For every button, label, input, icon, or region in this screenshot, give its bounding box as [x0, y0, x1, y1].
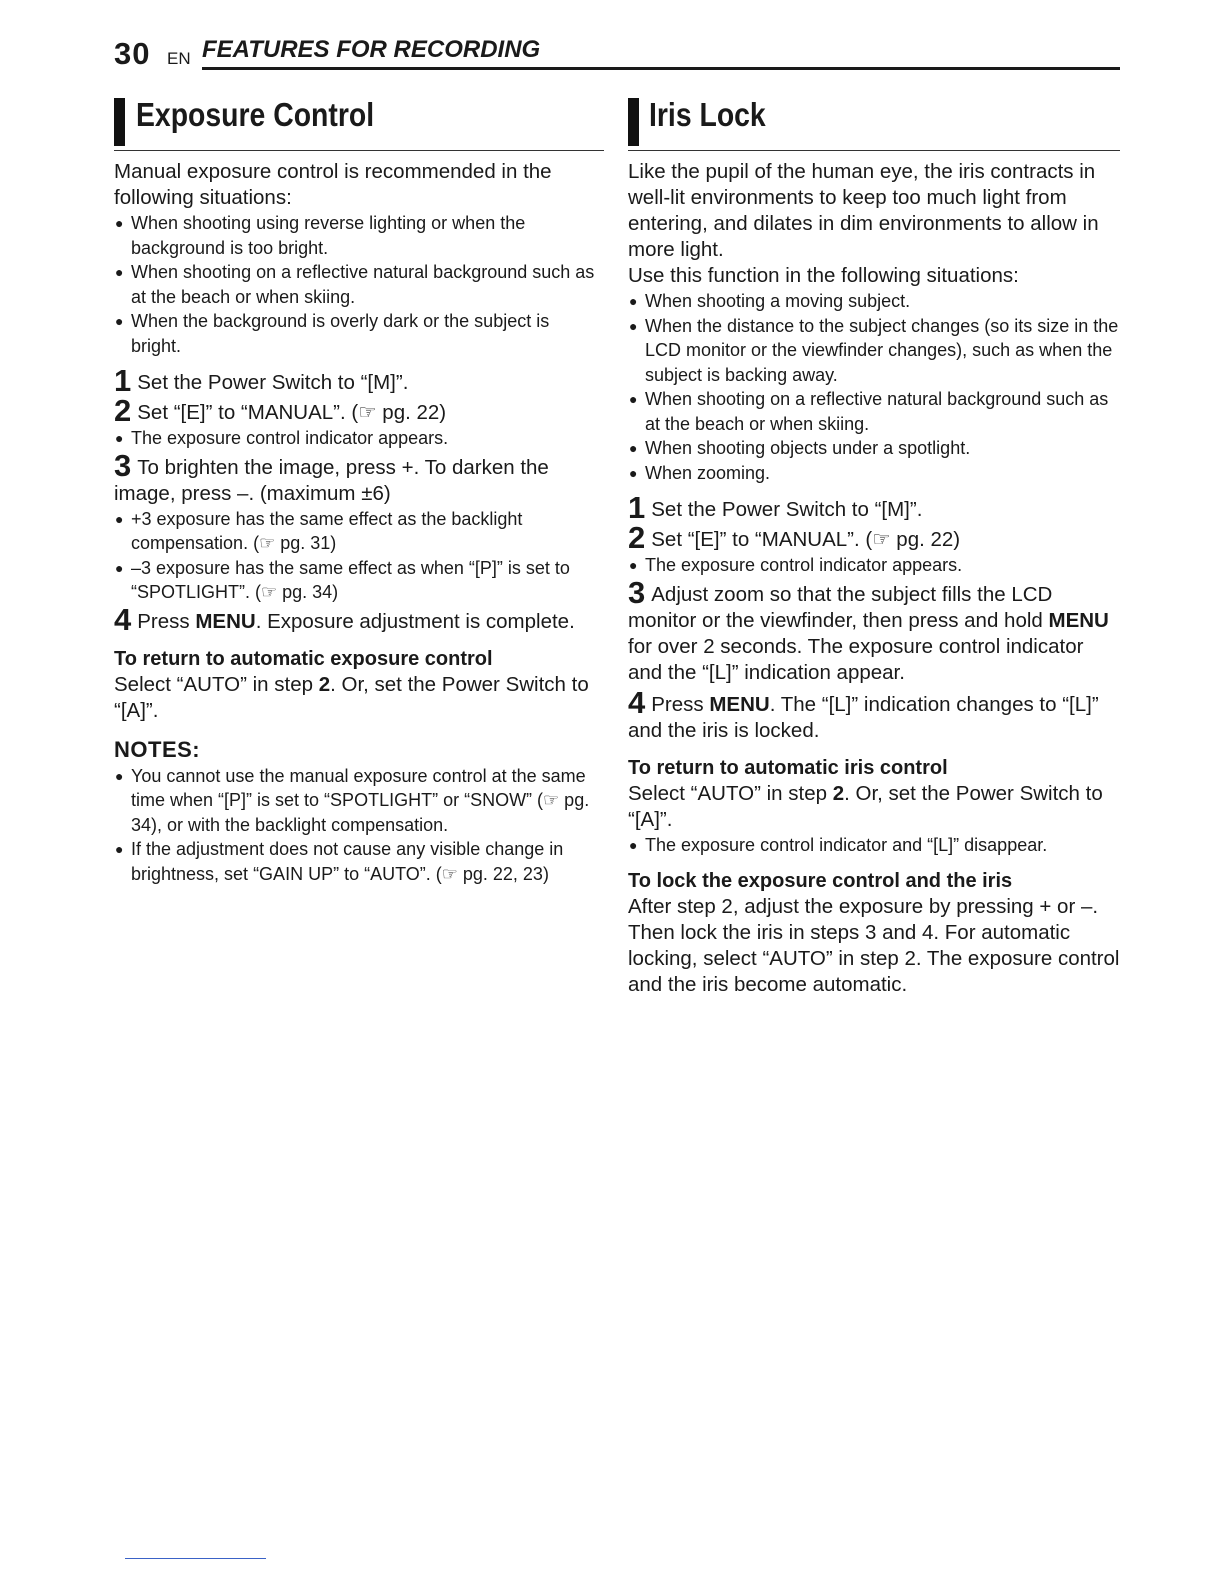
- iris-lock-heading: [628, 92, 1120, 151]
- exposure-control-heading: [114, 92, 604, 151]
- return-auto-exposure-heading: To return to automatic exposure control: [114, 647, 493, 670]
- list-item: ● When shooting a moving subject.: [629, 291, 911, 311]
- iris-step-3: 3 Adjust zoom so that the subject fills the LCD monitor or the viewfinder, then press and hold MENU for over 2 seconds. The exposure control indicator and the “[L]” indication appear.: [628, 574, 1109, 684]
- iris-step-2: 2 Set “[E]” to “MANUAL”. (☞ pg. 22): [628, 520, 961, 555]
- exposure-step-2-notes: [114, 426, 604, 451]
- exposure-step-1: 1 Set the Power Switch to “[M]”.: [114, 363, 409, 398]
- exposure-intro: Manual exposure control is recommended in the following situations:: [114, 160, 552, 209]
- footer-line: [125, 1558, 266, 1559]
- list-item: ● If the adjustment does not cause any visible change in brightness, set “GAIN UP” to “AUTO”. (☞ pg. 22, 23): [115, 839, 564, 884]
- section-title: FEATURES FOR RECORDING: [202, 36, 541, 63]
- header-rule: [202, 67, 1120, 70]
- list-item: ● –3 exposure has the same effect as when “[P]” is set to “SPOTLIGHT”. (☞ pg. 34): [115, 557, 570, 602]
- iris-intro: Like the pupil of the human eye, the iris contracts in well-lit environments to keep too much light from entering, and dilates in dim environments to allow in more light.: [628, 160, 1099, 261]
- page-header: [114, 36, 1120, 70]
- exposure-step-3-notes: [114, 507, 604, 605]
- exposure-control-column: [114, 92, 604, 886]
- list-item: ● When the distance to the subject changes (so its size in the LCD monitor or the viewfinder changes), such as when the subject is backing away.: [629, 315, 1119, 385]
- exposure-step-2: 2 Set “[E]” to “MANUAL”. (☞ pg. 22): [114, 393, 447, 428]
- return-auto-iris-text: Select “AUTO” in step 2. Or, set the Power Switch to “[A]”.: [628, 781, 1103, 831]
- return-auto-exposure-text: Select “AUTO” in step 2. Or, set the Power Switch to “[A]”.: [114, 672, 589, 722]
- list-item: ● +3 exposure has the same effect as the backlight compensation. (☞ pg. 31): [115, 508, 523, 553]
- list-item: ● You cannot use the manual exposure control at the same time when “[P]” is set to “SPOTLIGHT” or “SNOW” (☞ pg. 34), or with the backlight compensation.: [115, 765, 590, 835]
- list-item: ● When shooting on a reflective natural background such as at the beach or when skiing.: [115, 262, 595, 307]
- iris-use-line: Use this function in the following situations:: [628, 264, 1019, 287]
- lock-exposure-iris-heading: To lock the exposure control and the iris: [628, 870, 1013, 892]
- iris-situations-list: [628, 289, 1120, 485]
- list-item: ● The exposure control indicator and “[L]” disappear.: [629, 834, 1048, 855]
- list-item: ● The exposure control indicator appears.: [115, 428, 449, 448]
- iris-step-4: 4 Press MENU. The “[L]” indication changes to “[L]” and the iris is locked.: [628, 684, 1099, 742]
- list-item: ● When zooming.: [629, 462, 771, 483]
- iris-step-2-notes: [628, 553, 1120, 578]
- list-item: ● When shooting using reverse lighting or when the background is too bright.: [115, 213, 526, 258]
- list-item: ● The exposure control indicator appears.: [629, 555, 963, 575]
- list-item: ● When shooting objects under a spotlight.: [629, 438, 971, 458]
- lock-exposure-iris-text: After step 2, adjust the exposure by pressing + or –. Then lock the iris in steps 3 and 4. For automatic locking, select “AUTO” in step 2. The exposure control and the iris become automatic.: [628, 895, 1120, 996]
- return-auto-iris-heading: To return to automatic iris control: [628, 756, 948, 779]
- exposure-step-4: 4 Press MENU. Exposure adjustment is complete.: [114, 601, 575, 637]
- exposure-situations-list: [114, 211, 604, 358]
- exposure-step-3: 3 To brighten the image, press +. To darken the image, press –. (maximum ±6): [114, 447, 549, 505]
- notes-heading: NOTES:: [114, 736, 201, 762]
- exposure-control-title: Exposure Control: [136, 96, 375, 133]
- page-number: 30: [114, 36, 151, 71]
- notes-list: [114, 764, 604, 887]
- iris-lock-title: Iris Lock: [649, 96, 766, 133]
- list-item: ● When shooting on a reflective natural background such as at the beach or when skiing.: [629, 389, 1109, 434]
- iris-step-1: 1 Set the Power Switch to “[M]”.: [628, 490, 923, 525]
- iris-lock-column: [628, 92, 1120, 998]
- heading-bar: [628, 98, 639, 146]
- heading-bar: [114, 98, 125, 146]
- return-auto-iris-notes: [628, 833, 1120, 858]
- list-item: ● When the background is overly dark or the subject is bright.: [115, 311, 550, 356]
- language-code: EN: [167, 49, 191, 68]
